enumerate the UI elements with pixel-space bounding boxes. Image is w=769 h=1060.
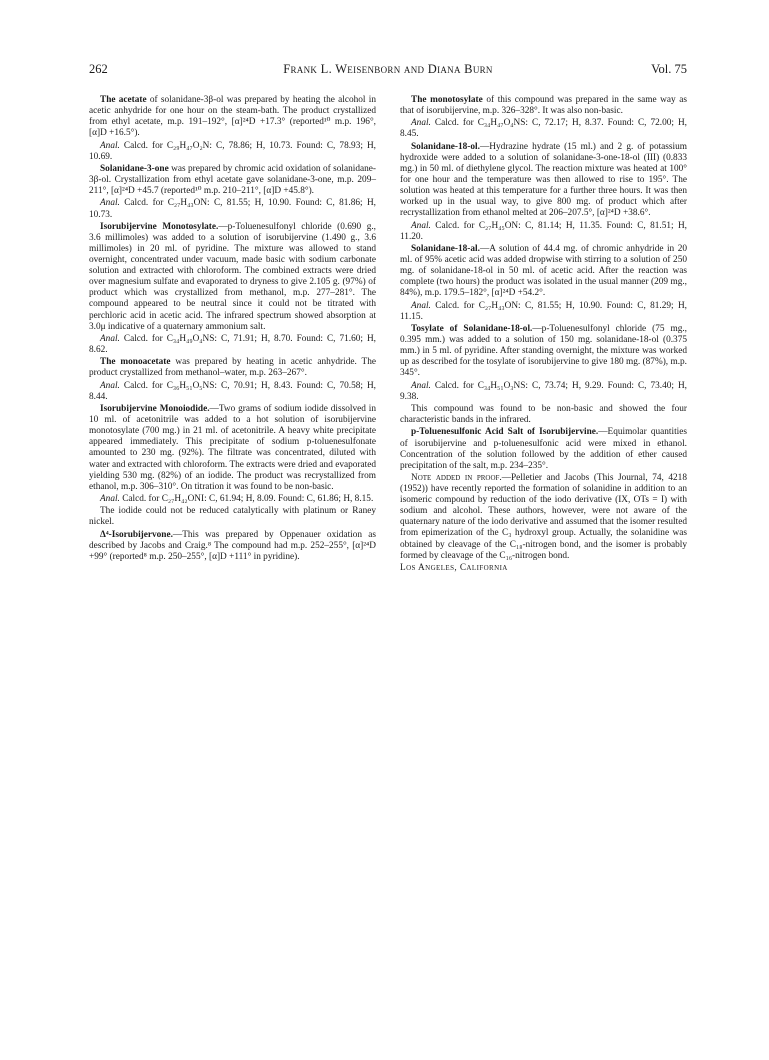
analysis-label: Anal.: [100, 333, 120, 344]
paragraph: [400, 301, 687, 323]
paragraph-text: Calcd. for C₃₆H₅₁O₅NS: C, 70.91; H, 8.43. Found: C, 70.58; H, 8.44.: [89, 380, 376, 402]
analysis-label: Anal.: [100, 198, 120, 209]
paragraph-heading: The acetate: [100, 95, 147, 105]
paragraph-heading: The monoacetate: [100, 357, 171, 368]
paragraph-text: was prepared by heating in acetic anhydride. The product crystallized from methanol–water, m.p. 263–267°.: [89, 357, 376, 379]
paragraph-heading: Solanidane-3-one: [100, 163, 169, 174]
paragraph-heading: p-Toluenesulfonic Acid Salt of Isorubijervine.: [411, 427, 599, 438]
paragraph-text: —Pelletier and Jacobs (This Journal, 74, 4218 (1952)) have recently reported the formation of solanidine in addition to an isomeric compound by reduction of the iodo derivative (IX, OTs = I) with sodium and alcohol. These authors, however, were not aware of the quaternary nature of the iodo derivative and assumed that the isomer resulted from epimerization of the C₃ hydroxyl group. Actually, the solanidine was obtained by cleavage of the C₁₈-nitrogen bond, and the isomer is probably formed by cleavage of the C₁₆-nitrogen bond.: [400, 472, 687, 561]
running-authors: Frank L. Weisenborn and Diana Burn: [283, 62, 493, 76]
paragraph: [400, 381, 687, 403]
paragraph-text: —A solution of 44.4 mg. of chromic anhydride in 20 ml. of 95% acetic acid was added dropwise with stirring to a solution of 250 mg. of solanidane-18-ol in 50 ml. of acetic acid. After the reaction was complete (two hours) the product was isolated in the usual manner (209 mg., 84%), m.p. 179.5–182°, [α]²⁴D +54.2°.: [400, 243, 687, 299]
left-column: [89, 95, 376, 564]
paragraph-text: Calcd. for C₃₄H₄₉O₄NS: C, 71.91; H, 8.70. Found: C, 71.60; H, 8.62.: [89, 333, 376, 355]
paragraph-heading: Isorubijervine Monoiodide.: [100, 404, 210, 415]
analysis-label: Anal.: [100, 380, 120, 391]
paragraph-text: —p-Toluenesulfonyl chloride (0.690 g., 3.6 millimoles) was added to a solution of isorubijervine (1.490 g., 3.6 millimoles) in 20 ml. of pyridine. The mixture was allowed to stand overnight, concentrated under vacuum, made basic with sodium carbonate solution and extracted with chloroform. The combined extracts were dried over magnesium sulfate and evaporated to dryness to give 2.105 g. (97%) of product which was crystallized from methanol, m.p. 277–281°. The compound appeared to be neutral since it could not be titrated with perchloric acid in acetic acid. The infrared spectrum showed absorption at 3.0μ indicative of a quaternary ammonium salt.: [89, 221, 376, 332]
paragraph: [400, 95, 687, 117]
paragraph-text: Calcd. for C₂₉H₄₇O₂N: C, 78.86; H, 10.73. Found: C, 78.93; H, 10.69.: [89, 140, 376, 162]
paragraph: [400, 324, 687, 379]
running-header: [89, 62, 687, 78]
paragraph-heading: The monotosylate: [411, 95, 483, 105]
right-column: [400, 95, 687, 575]
paragraph-text: —Hydrazine hydrate (15 ml.) and 2 g. of potassium hydroxide were added to a solution of solanidane-3-one-18-ol (III) (0.833 mg.) in 50 ml. of diethylene glycol. The reaction mixture was heated at 100° for one hour and the temperature was then allowed to rise to 195°. The solution was heated at this temperature for a further three hours. It was then worked up in the usual way, to give 800 mg. of product which after recrystallization from ethanol melted at 206–207.5°, [α]²⁴D +38.6°.: [400, 141, 687, 219]
paragraph: [89, 164, 376, 197]
paragraph-text: of this compound was prepared in the same way as that of isorubijervine, m.p. 326–328°. It was also non-basic.: [400, 95, 687, 117]
analysis-label: Anal.: [411, 380, 431, 391]
paragraph: [89, 506, 376, 528]
volume-label: Vol. 75: [651, 62, 687, 76]
paragraph-heading: Solanidane-18-al.: [411, 243, 480, 254]
paragraph: [89, 141, 376, 163]
paragraph-heading: Isorubijervine Monotosylate.: [100, 221, 219, 232]
page-number: 262: [89, 62, 108, 76]
paragraph: [400, 404, 687, 426]
paragraph-text: Calcd. for C₃₄H₄₇O₄NS: C, 72.17; H, 8.37. Found: C, 72.00; H, 8.45.: [400, 118, 687, 140]
paragraph-text: Calcd. for C₂₇H₄₃ON: C, 81.55; H, 10.90. Found: C, 81.29; H, 11.15.: [400, 300, 687, 322]
paragraph: [400, 427, 687, 471]
analysis-label: Anal.: [100, 493, 120, 504]
analysis-label: Anal.: [411, 118, 431, 129]
paragraph-text: This compound was found to be non-basic and showed the four characteristic bands in the infrared.: [400, 404, 687, 426]
paragraph-text: of solanidane-3β-ol was prepared by heating the alcohol in acetic anhydride for one hour on the steam-bath. The product crystallized from ethyl acetate, m.p. 191–192°, [α]²⁴D +17.3° (reported¹⁰ m.p. 196°, [α]D +16.5°).: [89, 95, 376, 139]
paragraph-text: Calcd. for C₃₄H₅₁O₃NS: C, 73.74; H, 9.29. Found: C, 73.40; H, 9.38.: [400, 380, 687, 402]
paragraph-text: —Two grams of sodium iodide dissolved in 10 ml. of acetonitrile was added to a hot solution of isorubijervine monotosylate (700 mg.) in 21 ml. of acetonitrile. A heavy white precipitate appeared immediately. This precipitate of sodium p-toluenesulfonate amounted to 230 mg. (92%). The filtrate was concentrated, diluted with water and extracted with chloroform. The extracts were dried and evaporated yielding 530 mg. (82%) of an iodide. The product was recrystallized from ethanol, m.p. 306–310°. On titration it was found to be non-basic.: [89, 404, 376, 492]
paragraph-heading: Tosylate of Solanidane-18-ol.: [411, 324, 533, 334]
paragraph: [89, 494, 376, 505]
paragraph-text: —This was prepared by Oppenauer oxidation as described by Jacobs and Craig.⁸ The compound had m.p. 252–255°, [α]²⁴D +99° (reported⁸ m.p. 250–255°, [α]D +111° in pyridine).: [89, 529, 376, 562]
paragraph: [89, 357, 376, 379]
paragraph-heading: Solanidane-18-ol.: [411, 141, 480, 152]
paragraph: [89, 381, 376, 403]
paragraph-heading: Δ⁴-Isorubijervone.: [100, 529, 173, 540]
paragraph-text: —Equimolar quantities of isorubijervine and p-toluenesulfonic acid were mixed in ethanol. Concentration of the solution followed by the addition of ether caused precipitation of the salt, m.p. 234–235°.: [400, 427, 687, 471]
analysis-label: Anal.: [100, 140, 120, 151]
paragraph: [89, 334, 376, 356]
paragraph: [89, 530, 376, 563]
paragraph: [89, 95, 376, 139]
paragraph: [400, 221, 687, 243]
location-line: Los Angeles, California: [400, 562, 508, 573]
analysis-label: Anal.: [411, 220, 431, 231]
paragraph: [400, 473, 687, 562]
paragraph: [89, 222, 376, 333]
paragraph-text: —p-Toluenesulfonyl chloride (75 mg., 0.395 mm.) was added to a solution of 150 mg. solanidane-18-ol (0.375 mm.) in 5 ml. of pyridine. After standing overnight, the mixture was worked up as described for the tosylate of isorubijervine to give 180 mg. (87%), m.p. 345°.: [400, 324, 687, 379]
paragraph-text: The iodide could not be reduced catalytically with platinum or Raney nickel.: [89, 506, 376, 528]
paragraph: [400, 118, 687, 140]
paragraph: [89, 198, 376, 220]
paragraph: [89, 404, 376, 493]
paragraph-text: was prepared by chromic acid oxidation of solanidane-3β-ol. Crystallization from ethyl acetate gave solanidane-3-one, m.p. 209–211°, [α]²⁴D +45.7 (reported¹⁰ m.p. 210–211°, [α]D +45.8°).: [89, 163, 376, 197]
paragraph-text: Calcd. for C₂₇H₄₃ON: C, 81.55; H, 10.90. Found: C, 81.86; H, 10.73.: [89, 198, 376, 220]
note-label: Note added in proof.: [411, 472, 502, 483]
paragraph-text: Calcd. for C₂₇H₄₅ON: C, 81.14; H, 11.35. Found: C, 81.51; H, 11.20.: [400, 220, 687, 242]
paragraph: [400, 142, 687, 220]
analysis-label: Anal.: [411, 300, 431, 311]
paragraph-text: Calcd. for C₂₇H₄₂ONI: C, 61.94; H, 8.09. Found: C, 61.86; H, 8.15.: [119, 493, 374, 504]
paragraph: [400, 244, 687, 299]
